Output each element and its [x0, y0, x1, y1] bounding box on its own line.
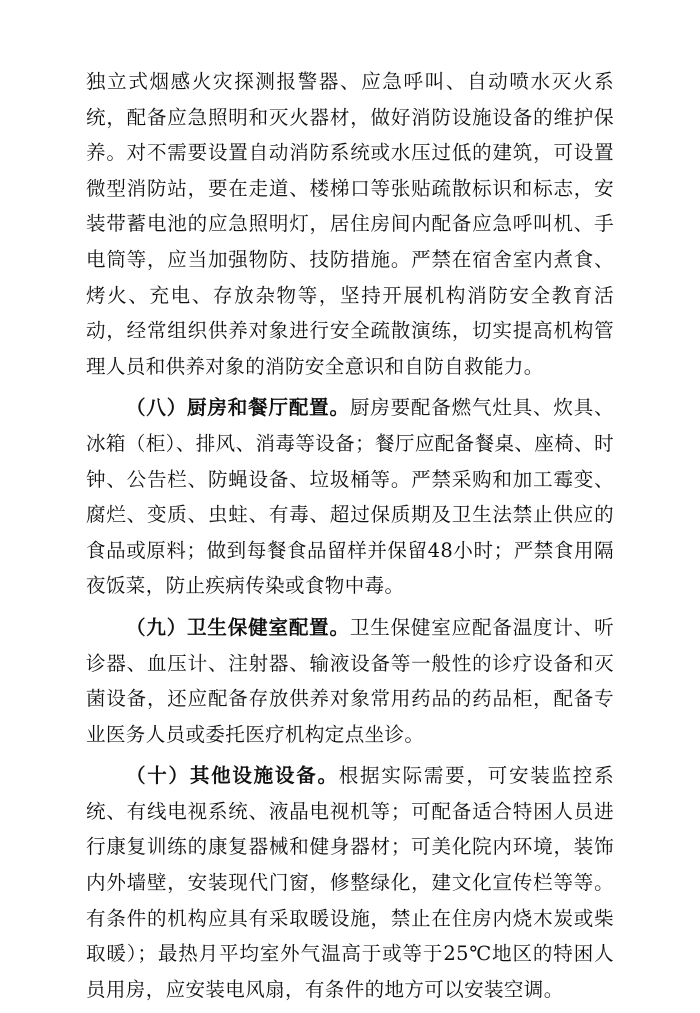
paragraph-body: 卫生保健室应配备温度计、听诊器、血压计、注射器、输液设备等一般性的诊疗设备和灭菌设备，还应配备存放供养对象常用药品的药品柜，配备专业医务人员或委托医疗机构定点坐诊。 — [86, 615, 614, 746]
paragraph-other-facilities — [86, 758, 614, 1007]
paragraph-body: 独立式烟感火灾探测报警器、应急呼叫、自动喷水灭火系统，配备应急照明和灭火器材，做好消防设施设备的维护保养。对不需要设置自动消防系统或水压过低的建筑，可设置微型消防站，要在走道、楼梯口等张贴疏散标识和标志，安装带蓄电池的应急照明灯，居住房间内配备应急呼叫机、手电筒等，应当加强物防、技防措施。严禁在宿舍室内煮食、烤火、充电、存放杂物等，坚持开展机构消防安全教育活动，经常组织供养对象进行安全疏散演练，切实提高机构管理人员和供养对象的消防安全意识和自防自救能力。 — [86, 70, 614, 378]
document-page — [86, 64, 614, 1013]
paragraph-body: 根据实际需要，可安装监控系统、有线电视系统、液晶电视机等；可配备适合特困人员进行康复训练的康复器械和健身器材；可美化院内环境，装饰内外墙壁，安装现代门窗，修整绿化，建文化宣传栏等等。有条件的机构应具有采取暖设施，禁止在住房内烧木炭或柴取暖）；最热月平均室外气温高于或等于25℃地区的特困人员用房，应安装电风扇，有条件的地方可以安装空调。 — [86, 764, 614, 1001]
paragraph-fire-safety — [86, 64, 614, 384]
paragraph-health-room — [86, 610, 614, 752]
paragraph-body: 厨房要配备燃气灶具、炊具、冰箱（柜）、排风、消毒等设备；餐厅应配备餐桌、座椅、时钟、公告栏、防蝇设备、垃圾桶等。严禁采购和加工霉变、腐烂、变质、虫蛀、有毒、超过保质期及卫生法禁止供应的食品或原料；做到每餐食品留样并保留48小时；严禁食用隔夜饭菜，防止疾病传染或食物中毒。 — [86, 396, 614, 598]
section-heading-other: （十）其他设施设备。 — [126, 764, 339, 788]
paragraph-kitchen-dining — [86, 390, 614, 604]
section-heading-health: （九）卫生保健室配置。 — [126, 615, 350, 639]
section-heading-kitchen: （八）厨房和餐厅配置。 — [126, 396, 350, 420]
